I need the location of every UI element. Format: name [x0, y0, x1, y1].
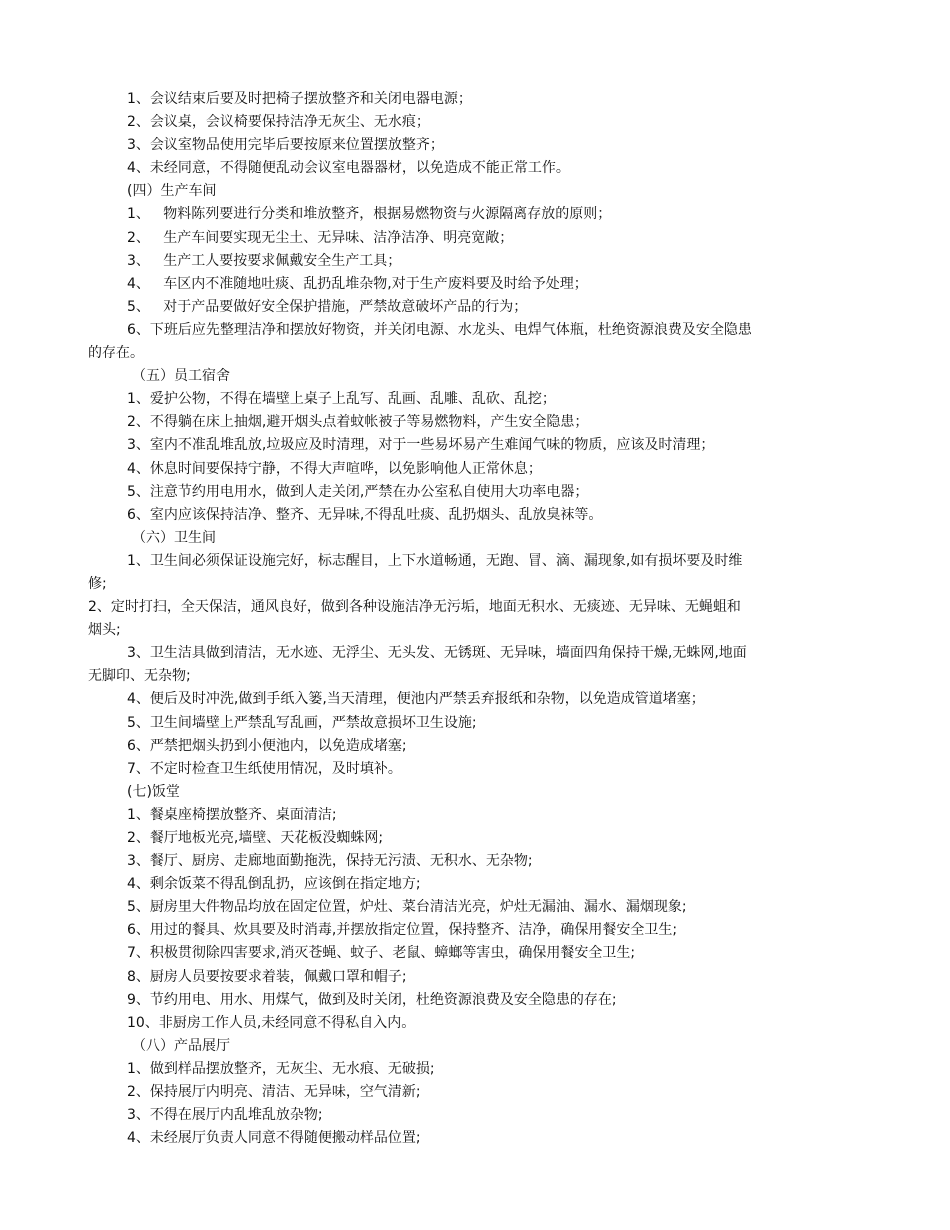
- restroom-rule-1-continued: 修;: [88, 575, 107, 592]
- restroom-rule-3: 3、卫生洁具做到清洁，无水迹、无浮尘、无头发、无锈斑、无异味，墙面四角保持干燥,无蛛网,地面: [127, 645, 747, 662]
- restroom-rule-5: 5、卫生间墙壁上严禁乱写乱画，严禁故意损坏卫生设施;: [127, 714, 477, 731]
- canteen-rule-2: 2、餐厅地板光亮,墙壁、天花板没蜘蛛网;: [127, 830, 384, 846]
- restroom-rule-3-continued: 无脚印、无杂物;: [88, 668, 191, 685]
- restroom-rule-7: 7、不定时检查卫生纸使用情况，及时填补。: [127, 760, 402, 777]
- showroom-rule-2: 2、保持展厅内明亮、清洁、无异味，空气清新;: [127, 1084, 421, 1101]
- dormitory-rule-5: 5、注意节约用电用水，做到人走关闭,严禁在办公室私自使用大功率电器；: [127, 483, 589, 500]
- dormitory-rule-2: 2、不得躺在床上抽烟,避开烟头点着蚊帐被子等易燃物料，产生安全隐患；: [127, 414, 589, 431]
- canteen-rule-10: 10、非厨房工作人员,未经同意不得私自入内。: [127, 1014, 416, 1031]
- restroom-rule-2: 2、定时打扫，全天保洁，通风良好，做到各种设施洁净无污垢，地面无积水、无痰迹、无异味、无蝇蛆和: [88, 599, 741, 616]
- canteen-rule-7: 7、积极贯彻除四害要求,消灭苍蝇、蚊子、老鼠、蟑螂等害虫，确保用餐安全卫生;: [127, 945, 636, 962]
- dormitory-rule-1: 1、爱护公物，不得在墙壁上桌子上乱写、乱画、乱雕、乱砍、乱挖；: [127, 391, 556, 408]
- canteen-rule-3: 3、餐厅、厨房、走廊地面勤拖洗，保持无污渍、无积水、无杂物;: [127, 853, 533, 870]
- production-rule-4: 4、 车区内不准随地吐痰、乱扔乱堆杂物,对于生产废料要及时给予处理；: [127, 275, 588, 292]
- canteen-rule-9: 9、节约用电、用水、用煤气，做到及时关闭，杜绝资源浪费及安全隐患的存在;: [127, 991, 617, 1008]
- meeting-rule-3: 3、会议室物品使用完毕后要按原来位置摆放整齐；: [127, 137, 444, 154]
- production-rule-1: 1、 物料陈列要进行分类和堆放整齐，根据易燃物资与火源隔离存放的原则；: [127, 206, 612, 223]
- production-rule-6-continued: 的存在。: [88, 345, 144, 362]
- restroom-rule-1: 1、卫生间必须保证设施完好，标志醒目，上下水道畅通，无跑、冒、滴、漏现象,如有损坏要及时维: [127, 552, 743, 569]
- production-rule-6: 6、下班后应先整理洁净和摆放好物资，并关闭电源、水龙头、电焊气体瓶，杜绝资源浪费及安全隐患: [127, 321, 752, 338]
- dormitory-rule-3: 3、室内不准乱堆乱放,垃圾应及时清理，对于一些易坏易产生难闻气味的物质，应该及时清理；: [127, 437, 715, 454]
- canteen-rule-4: 4、剩余饭菜不得乱倒乱扔，应该倒在指定地方;: [127, 876, 421, 893]
- dormitory-rule-6: 6、室内应该保持洁净、整齐、无异味,不得乱吐痰、乱扔烟头、乱放臭袜等。: [127, 506, 603, 523]
- meeting-rule-2: 2、会议桌，会议椅要保持洁净无灰尘、无水痕；: [127, 114, 430, 131]
- restroom-rule-4: 4、便后及时冲洗,做到手纸入篓,当天清理，便池内严禁丢弃报纸和杂物，以免造成管道堵塞；: [127, 691, 705, 708]
- production-rule-5: 5、 对于产品要做好安全保护措施，严禁故意破坏产品的行为；: [127, 298, 528, 315]
- canteen-rule-8: 8、厨房人员要按要求着装，佩戴口罩和帽子;: [127, 968, 407, 985]
- restroom-rule-6: 6、严禁把烟头扔到小便池内，以免造成堵塞;: [127, 737, 407, 754]
- section-heading-restroom: （六）卫生间: [132, 529, 216, 546]
- canteen-rule-6: 6、用过的餐具、炊具要及时消毒,并摆放指定位置，保持整齐、洁净，确保用餐安全卫生;: [127, 922, 678, 939]
- meeting-rule-4: 4、未经同意，不得随便乱动会议室电器器材，以免造成不能正常工作。: [127, 160, 570, 177]
- production-rule-3: 3、 生产工人要按要求佩戴安全生产工具；: [127, 252, 402, 269]
- production-rule-2: 2、 生产车间要实现无尘土、无异味、洁净洁净、明亮宽敞；: [127, 229, 514, 246]
- section-heading-showroom: （八）产品展厅: [132, 1037, 230, 1054]
- showroom-rule-1: 1、做到样品摆放整齐，无灰尘、无水痕、无破损;: [127, 1060, 435, 1077]
- canteen-rule-5: 5、厨房里大件物品均放在固定位置，炉灶、菜台清洁光亮，炉灶无漏油、漏水、漏烟现象;: [127, 899, 687, 916]
- meeting-rule-1: 1、会议结束后要及时把椅子摆放整齐和关闭电器电源；: [127, 91, 472, 107]
- dormitory-rule-4: 4、休息时间要保持宁静，不得大声喧哗，以免影响他人正常休息；: [127, 460, 542, 477]
- section-heading-canteen: (七)饭堂: [127, 783, 180, 800]
- restroom-rule-2-continued: 烟头;: [88, 622, 121, 639]
- showroom-rule-4: 4、未经展厅负责人同意不得随便搬动样品位置;: [127, 1130, 421, 1147]
- showroom-rule-3: 3、不得在展厅内乱堆乱放杂物;: [127, 1107, 323, 1124]
- section-heading-dormitory: （五）员工宿舍: [132, 368, 230, 385]
- canteen-rule-1: 1、餐桌座椅摆放整齐、桌面清洁;: [127, 806, 337, 823]
- section-heading-production: (四）生产车间: [127, 183, 217, 200]
